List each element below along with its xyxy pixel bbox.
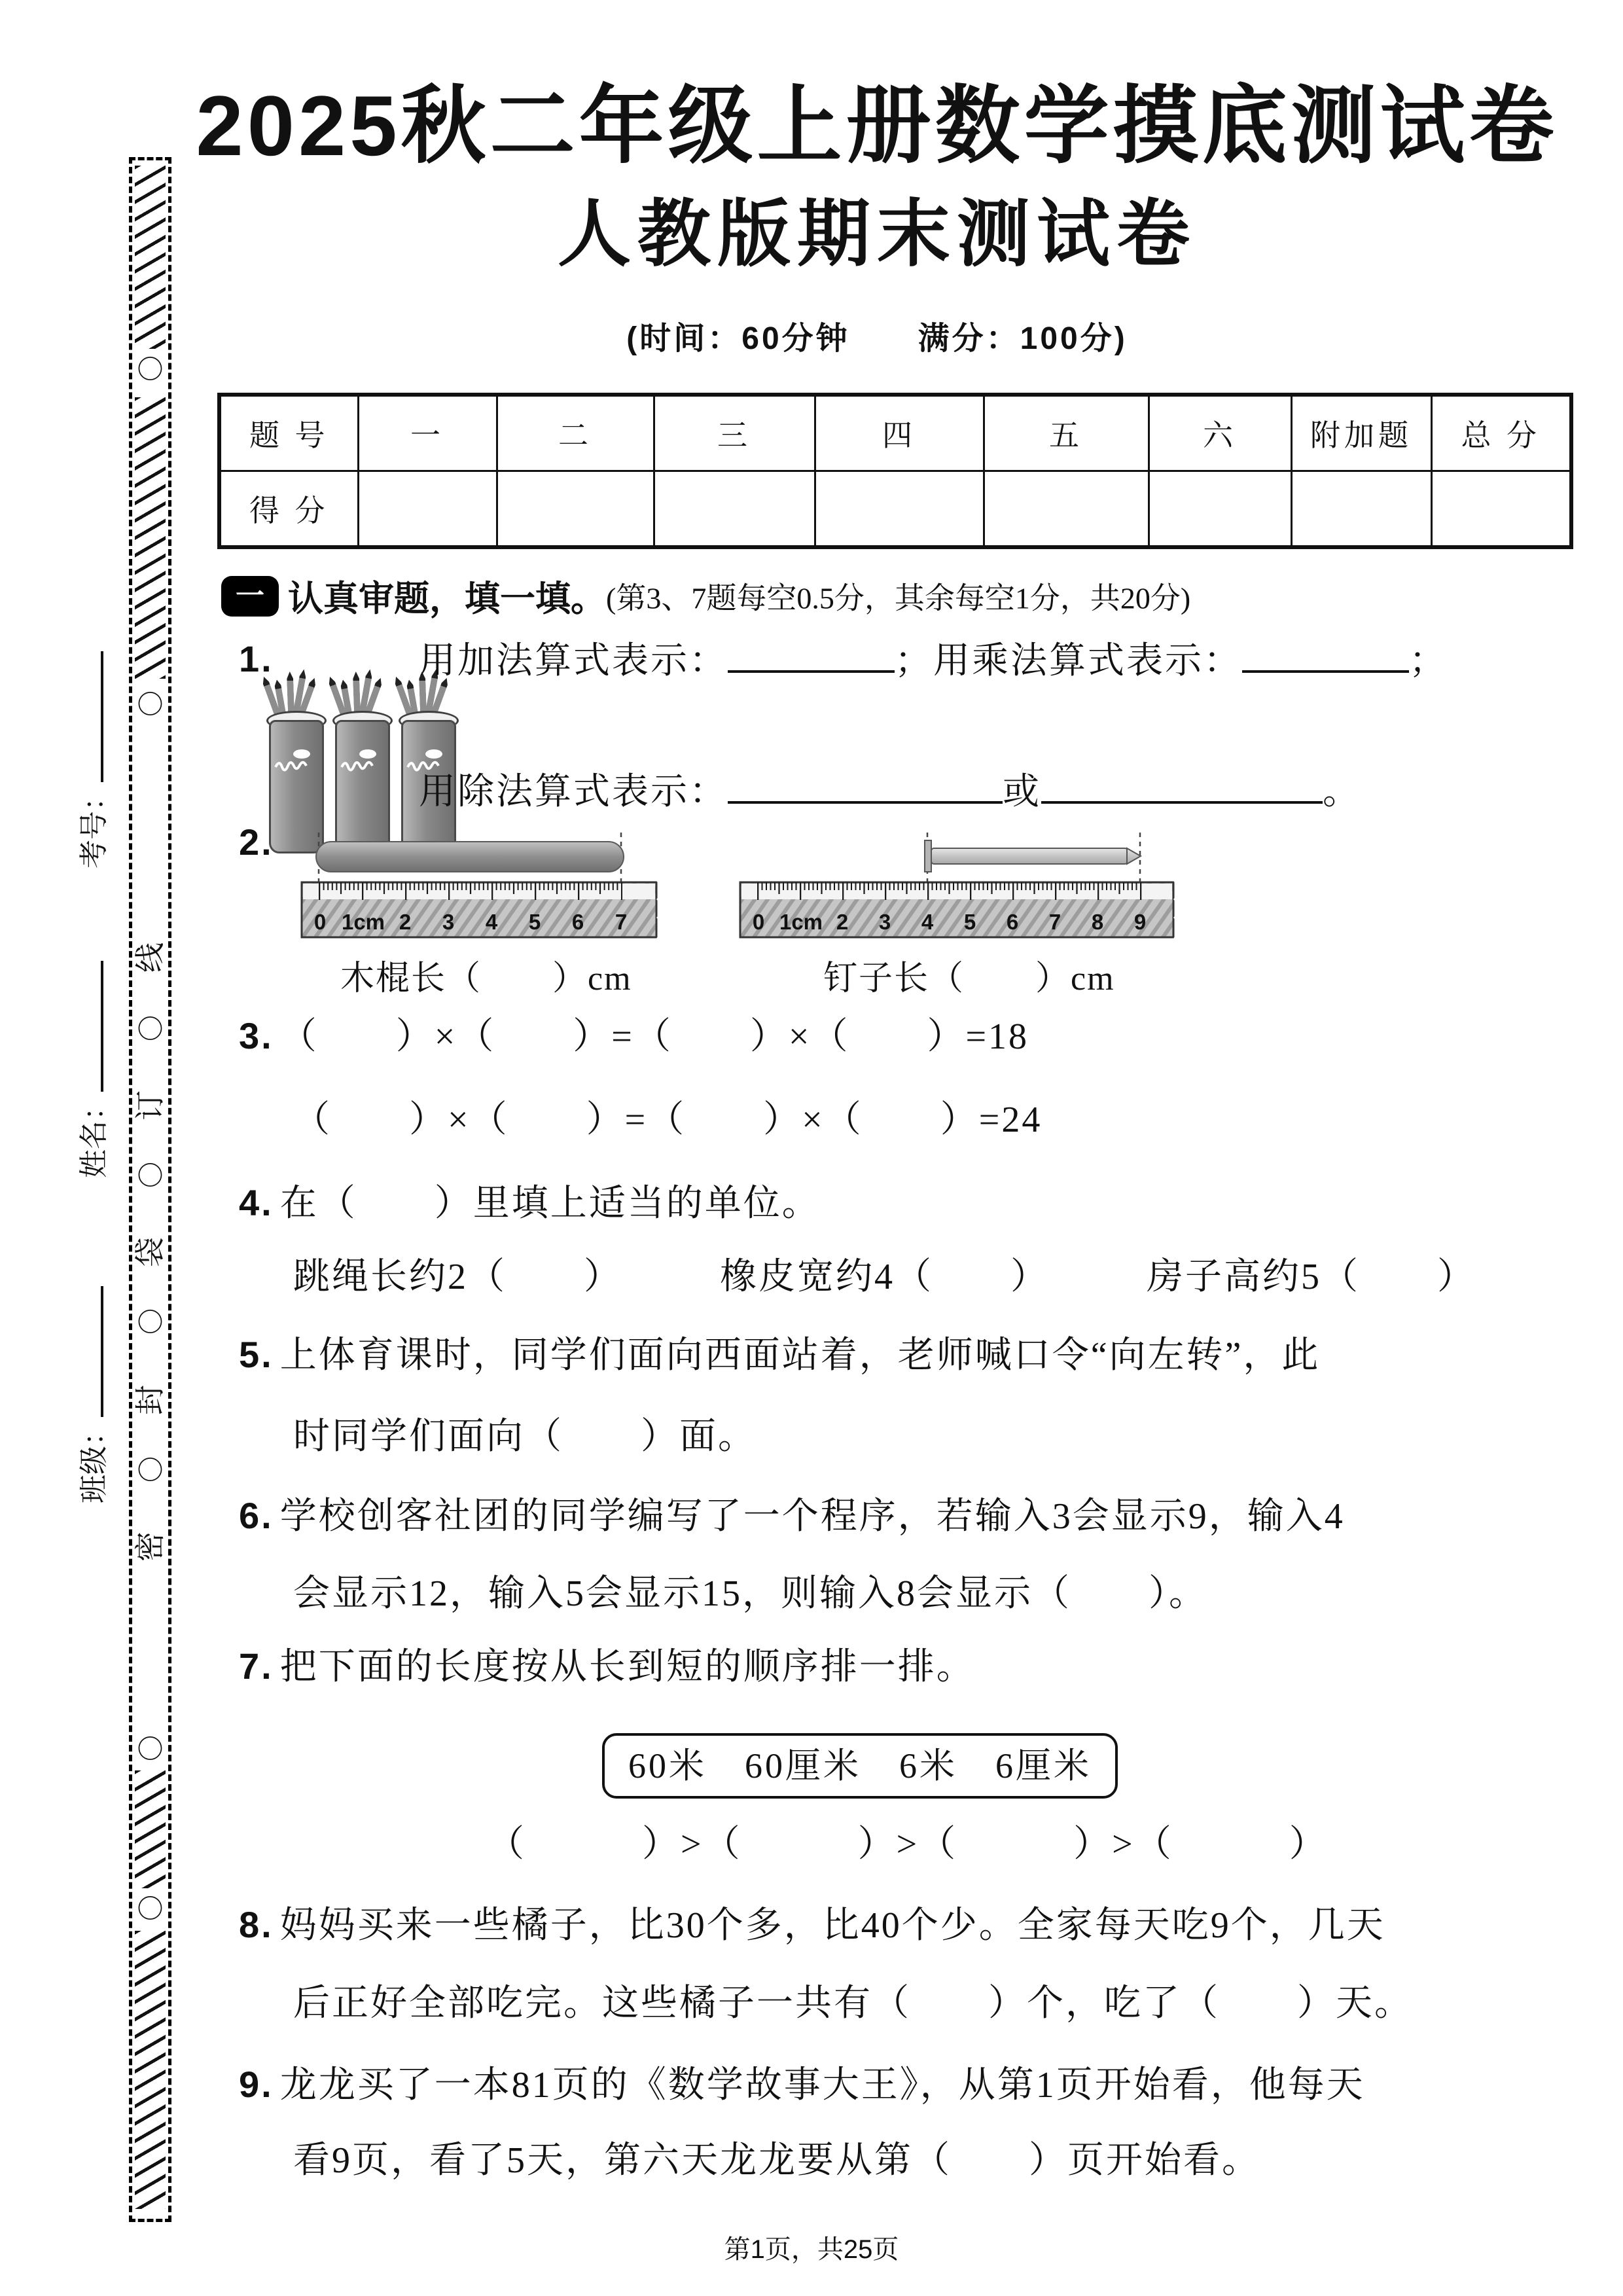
page-indicator: 第1页，共25页 (724, 2235, 899, 2264)
score-row (219, 471, 1571, 548)
exam-number-label (72, 626, 111, 869)
score-cell (815, 471, 984, 548)
svg-text:7: 7 (615, 910, 628, 934)
cup-label-icon (339, 747, 382, 776)
answer-blank (728, 636, 895, 673)
corner-cell: 题 号 (219, 395, 358, 471)
svg-text:5: 5 (528, 910, 541, 934)
q3-text: （ ）×（ ）=（ ）×（ ）=18 (279, 1016, 1029, 1057)
exam-number-blank (72, 651, 103, 782)
class-text: 班级： (78, 1417, 110, 1503)
q1-text: ；用乘法算式表示： (895, 641, 1242, 681)
ring-icon: 〇 (137, 1894, 164, 1924)
q1-text: 。 (1323, 772, 1361, 812)
length-options-box: 60米 60厘米 6米 6厘米 (602, 1733, 1118, 1799)
q3-text: （ ）×（ ）=（ ）×（ ）=24 (293, 1100, 1043, 1140)
q6-text: 会显示12，输入5会显示15，则输入8会显示（ ）。 (293, 1573, 1207, 1614)
svg-text:3: 3 (878, 910, 891, 934)
q7-text: 把下面的长度按从长到短的顺序排一排。 (279, 1647, 975, 1687)
hatch-lines-icon (135, 397, 166, 679)
svg-text:3: 3 (442, 910, 455, 934)
student-name-label (72, 936, 111, 1178)
class-blank (72, 1286, 103, 1417)
wooden-stick-ruler-icon (298, 831, 677, 942)
q4-text: 跳绳长约2（ ） 橡皮宽约4（ ） 房子高约5（ ） (293, 1257, 1476, 1297)
q4-text: 在（ ）里填上适当的单位。 (279, 1183, 821, 1224)
q7-text: （ ）>（ ）>（ ）>（ ） (488, 1824, 1328, 1865)
q5-text: 上体育课时，同学们面向西面站着，老师喊口令“向左转”，此 (279, 1335, 1321, 1376)
answer-blank (1242, 636, 1409, 673)
time-score-meta: (时间：60分钟 满分：100分) (626, 321, 1128, 356)
q7-line2 (488, 1821, 1328, 1867)
section-number-badge: 一 (221, 576, 279, 617)
seal-char-mi: 密 (133, 1532, 167, 1562)
q1-text: 用加法算式表示： (419, 641, 728, 681)
student-name-blank (72, 961, 103, 1092)
q6-text: 学校创客社团的同学编写了一个程序，若输入3会显示9，输入4 (279, 1496, 1345, 1537)
q2-left-label: 木棍长（ ）cm (340, 960, 632, 997)
q8-text: 后正好全部吃完。这些橘子一共有（ ）个，吃了（ ）天。 (293, 1983, 1413, 2024)
q8-line2 (293, 1981, 1413, 2026)
ring-icon: 〇 (137, 1734, 164, 1764)
table-header-row (219, 395, 1571, 471)
q1-text: ； (1409, 641, 1448, 681)
page-subtitle: 人教版期末测试卷 (558, 193, 1196, 275)
q1-text: 或 (1003, 772, 1041, 812)
q9-line2 (293, 2138, 1260, 2183)
exam-number-text: 考号： (78, 782, 110, 869)
ring-icon: 〇 (137, 690, 164, 719)
svg-text:8: 8 (1091, 910, 1104, 934)
seal-char-xian: 线 (133, 942, 167, 973)
col-header: 五 (984, 395, 1149, 471)
q9-text: 龙龙买了一本81页的《数学故事大王》，从第1页开始看，他每天 (279, 2065, 1365, 2106)
q9-line1: 9. 龙龙买了一本81页的《数学故事大王》，从第1页开始看，他每天 (239, 2064, 1365, 2106)
col-header: 四 (815, 395, 984, 471)
q1-line1 (419, 636, 1448, 684)
score-cell (497, 471, 654, 548)
answer-blank (1041, 767, 1323, 804)
q8-line1: 8. 妈妈买来一些橘子，比30个多，比40个少。全家每天吃9个，几天 (239, 1904, 1385, 1946)
seal-char-feng: 封 (133, 1385, 167, 1415)
ring-icon: 〇 (137, 1308, 164, 1337)
nail-ruler-icon (736, 831, 1194, 942)
svg-text:5: 5 (963, 910, 976, 934)
col-header: 附加题 (1291, 395, 1431, 471)
class-label (72, 1261, 111, 1503)
student-name-text: 姓名： (78, 1092, 110, 1178)
seal-char-dai: 袋 (133, 1237, 167, 1267)
section-1-heading (221, 571, 1190, 621)
q2-number: 2. (239, 821, 274, 863)
svg-text:4: 4 (921, 910, 934, 934)
q4-line2 (293, 1254, 1476, 1300)
q3-line1: 3. （ ）×（ ）=（ ）×（ ）=18 (239, 1015, 1029, 1057)
seal-char-ding: 订 (133, 1090, 167, 1121)
svg-text:7: 7 (1048, 910, 1061, 934)
ring-icon: 〇 (137, 1014, 164, 1044)
score-cell (654, 471, 815, 548)
score-row-label: 得 分 (219, 471, 358, 548)
score-cell (1431, 471, 1571, 548)
col-header: 一 (358, 395, 497, 471)
q5-line2 (293, 1414, 757, 1460)
svg-text:9: 9 (1133, 910, 1147, 934)
hatch-lines-icon (135, 166, 166, 349)
q1-text: 用除法算式表示： (419, 772, 728, 812)
section-title: 认真审题，填一填。 (288, 579, 606, 619)
answer-blank (728, 767, 1003, 804)
q7-line1: 7. 把下面的长度按从长到短的顺序排一排。 (239, 1645, 975, 1687)
svg-text:6: 6 (571, 910, 584, 934)
svg-text:2: 2 (399, 910, 412, 934)
q2-right-label: 钉子长（ ）cm (823, 960, 1115, 997)
score-cell (358, 471, 497, 548)
svg-text:2: 2 (836, 910, 849, 934)
col-header: 二 (497, 395, 654, 471)
page-title: 2025秋二年级上册数学摸底测试卷 (196, 78, 1558, 173)
col-header: 六 (1149, 395, 1291, 471)
ring-icon: 〇 (137, 1161, 164, 1191)
hatch-lines-icon (135, 1770, 166, 1888)
q4-line1: 4. 在（ ）里填上适当的单位。 (239, 1182, 821, 1224)
q3-line2 (293, 1097, 1042, 1143)
q1-line2 (419, 767, 1361, 815)
svg-text:6: 6 (1006, 910, 1019, 934)
section-note: (第3、7题每空0.5分，其余每空1分，共20分) (606, 581, 1191, 615)
q1-number: 1. (239, 638, 274, 679)
binding-strip (129, 157, 171, 2222)
score-table (217, 393, 1573, 549)
score-cell (1149, 471, 1291, 548)
ring-icon: 〇 (137, 355, 164, 384)
svg-text:1cm: 1cm (341, 910, 385, 934)
q6-line2 (293, 1571, 1207, 1617)
svg-text:0: 0 (752, 910, 765, 934)
q6-line1: 6. 学校创客社团的同学编写了一个程序，若输入3会显示9，输入4 (239, 1495, 1345, 1537)
svg-text:4: 4 (485, 910, 498, 934)
col-header: 总 分 (1431, 395, 1571, 471)
pencil-cups-icon (265, 669, 461, 859)
score-cell (984, 471, 1149, 548)
q8-text: 妈妈买来一些橘子，比30个多，比40个少。全家每天吃9个，几天 (279, 1905, 1385, 1946)
q5-text: 时同学们面向（ ）面。 (293, 1416, 757, 1457)
q5-line1: 5. 上体育课时，同学们面向西面站着，老师喊口令“向左转”，此 (239, 1334, 1321, 1376)
svg-text:1cm: 1cm (779, 910, 823, 934)
ring-icon: 〇 (137, 1456, 164, 1485)
cup-label-icon (273, 747, 316, 776)
col-header: 三 (654, 395, 815, 471)
svg-text:0: 0 (313, 910, 327, 934)
score-cell (1291, 471, 1431, 548)
hatch-lines-icon (135, 1931, 166, 2209)
q9-text: 看9页，看了5天，第六天龙龙要从第（ ）页开始看。 (293, 2140, 1260, 2181)
